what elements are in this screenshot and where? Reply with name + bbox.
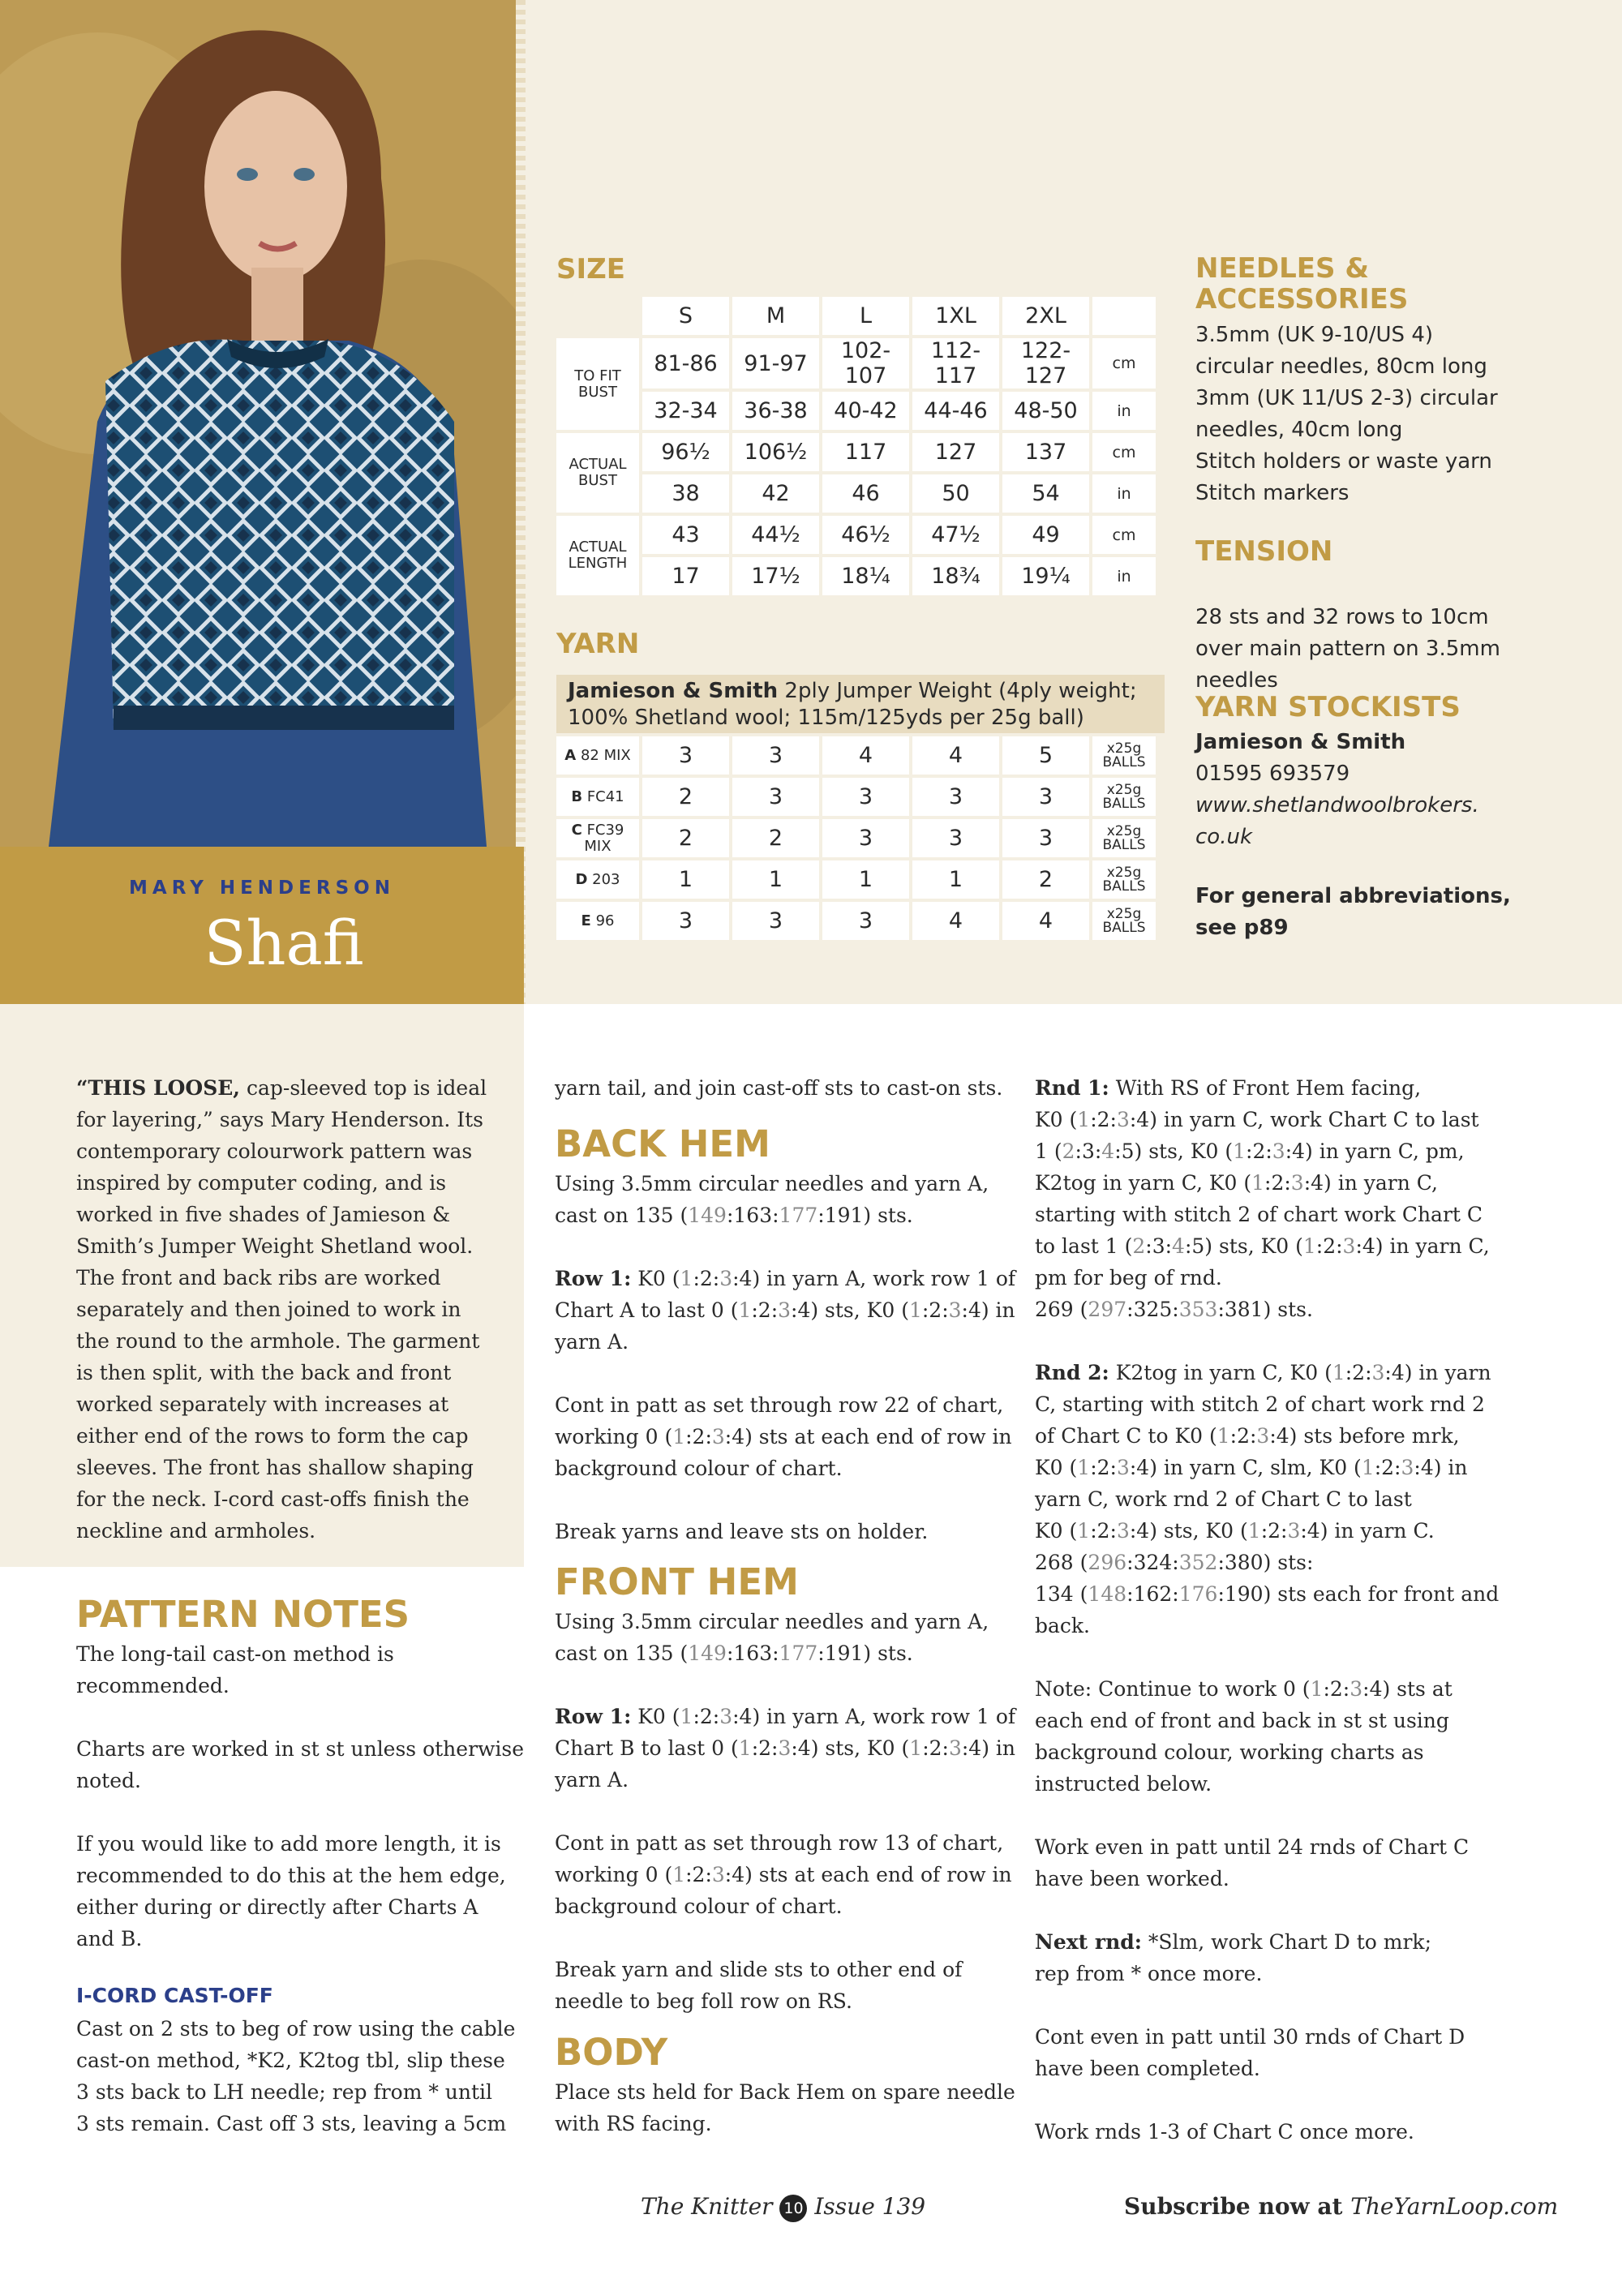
size-cell: 17½ xyxy=(732,557,819,595)
yarn-cell: 3 xyxy=(732,902,819,940)
note-line: and B. xyxy=(76,1927,143,1951)
stockist-url-cont[interactable]: co.uk xyxy=(1195,825,1253,849)
yarn-row xyxy=(556,736,1156,775)
size-cell: 46 xyxy=(822,474,909,513)
size-cell: 49 xyxy=(1002,516,1089,554)
yarn-table xyxy=(553,733,1159,943)
needles-line: circular needles, 80cm long xyxy=(1195,354,1487,379)
abbrev-note-cont: see p89 xyxy=(1195,916,1289,940)
yarn-shade-label xyxy=(556,902,639,940)
yarn-unit-line1: x25g xyxy=(1106,822,1142,839)
needles-title-line1: NEEDLES & xyxy=(1195,252,1369,285)
size-unit: in xyxy=(1092,557,1156,595)
yarn-unit-line1: x25g xyxy=(1106,864,1142,881)
yarn-cell: 3 xyxy=(1002,778,1089,816)
footer-subscribe xyxy=(1124,2193,1558,2220)
size-row xyxy=(556,433,1156,471)
yarn-unit xyxy=(1092,902,1156,940)
intro-line: either end of the rows to form the cap xyxy=(76,1424,469,1448)
subscribe-link[interactable]: TheYarnLoop.com xyxy=(1350,2193,1559,2220)
yarn-row xyxy=(556,860,1156,899)
size-cell: 44½ xyxy=(732,516,819,554)
size-header-row xyxy=(556,297,1156,335)
intro-line: cap-sleeved top is ideal xyxy=(240,1076,487,1100)
yarn-shade: 203 xyxy=(592,870,620,888)
intro-line: for layering,” says Mary Henderson. Its xyxy=(76,1108,483,1131)
size-unit: cm xyxy=(1092,338,1156,388)
yarn-cell: 1 xyxy=(822,860,909,899)
yarn-cell: 3 xyxy=(822,778,909,816)
yarn-cell: 1 xyxy=(732,860,819,899)
size-heading: SIZE xyxy=(556,253,626,285)
size-row-label: ACTUAL BUST xyxy=(556,433,639,513)
yarn-description xyxy=(556,675,1165,733)
tension-line: needles xyxy=(1195,668,1278,693)
needles-line: 3.5mm (UK 9-10/US 4) xyxy=(1195,323,1434,347)
size-cell: 18¾ xyxy=(912,557,999,595)
yarn-cell: 4 xyxy=(912,902,999,940)
yarn-cell: 3 xyxy=(732,736,819,775)
yarn-row xyxy=(556,778,1156,816)
size-cell: 32-34 xyxy=(642,392,729,430)
yarn-brand: Jamieson & Smith xyxy=(568,679,779,703)
yarn-letter: C xyxy=(571,821,582,839)
yarn-cell: 5 xyxy=(1002,736,1089,775)
size-col: 1XL xyxy=(912,297,999,335)
yarn-cell: 2 xyxy=(642,778,729,816)
yarn-shade: 82 MIX xyxy=(580,746,631,764)
size-row xyxy=(556,474,1156,513)
yarn-unit-line2: BALLS xyxy=(1102,836,1146,853)
yarn-shade-label xyxy=(556,736,639,775)
yarn-cell: 3 xyxy=(822,819,909,857)
stockists-heading: YARN STOCKISTS xyxy=(1195,691,1461,723)
yarn-cell: 3 xyxy=(822,902,909,940)
size-unit: in xyxy=(1092,474,1156,513)
size-row-label: TO FIT BUST xyxy=(556,338,639,430)
needles-list xyxy=(1195,320,1498,509)
size-col: S xyxy=(642,297,729,335)
yarn-unit xyxy=(1092,736,1156,775)
yarn-cell: 3 xyxy=(732,778,819,816)
designer-name: MARY HENDERSON xyxy=(129,878,395,899)
size-col: 2XL xyxy=(1002,297,1089,335)
stockist-url[interactable]: www.shetlandwoolbrokers. xyxy=(1195,793,1479,818)
size-unit: in xyxy=(1092,392,1156,430)
yarn-shade: 96 xyxy=(595,912,615,929)
size-row-label: ACTUAL LENGTH xyxy=(556,516,639,595)
size-cell: 137 xyxy=(1002,433,1089,471)
size-cell: 18¼ xyxy=(822,557,909,595)
body-heading: BODY xyxy=(555,2031,668,2074)
yarn-unit-line1: x25g xyxy=(1106,781,1142,798)
size-cell: 42 xyxy=(732,474,819,513)
note-line: recommended to do this at the hem edge, xyxy=(76,1864,506,1887)
size-cell: 43 xyxy=(642,516,729,554)
note-line: noted. xyxy=(76,1769,141,1792)
yarn-unit-line1: x25g xyxy=(1106,740,1142,757)
size-cell: 112-117 xyxy=(912,338,999,388)
icord-line: Cast on 2 sts to beg of row using the cable xyxy=(76,2017,516,2041)
icord-line: 3 sts back to LH needle; rep from * until xyxy=(76,2080,493,2104)
size-cell: 96½ xyxy=(642,433,729,471)
yarn-cell: 2 xyxy=(642,819,729,857)
yarn-row xyxy=(556,819,1156,857)
yarn-letter: A xyxy=(564,746,577,764)
stockist-name: Jamieson & Smith xyxy=(1195,730,1406,754)
yarn-row xyxy=(556,902,1156,940)
size-cell: 38 xyxy=(642,474,729,513)
size-unit: cm xyxy=(1092,433,1156,471)
page-number: 10 xyxy=(779,2195,807,2222)
back-hem-heading: BACK HEM xyxy=(555,1122,770,1165)
intro-text xyxy=(76,1072,530,1547)
yarn-unit xyxy=(1092,860,1156,899)
size-cell: 46½ xyxy=(822,516,909,554)
yarn-unit-line2: BALLS xyxy=(1102,919,1146,936)
icord-line: cast-on method, *K2, K2tog tbl, slip these xyxy=(76,2049,505,2072)
icord-text xyxy=(76,2013,530,2139)
back-hem-text: Using 3.5mm circular needles and yarn A, cast on 135 (149:163:177:191) sts. Row 1: K0 (1:2:3:4) in yarn A, work row 1 of Chart A to last 0 (1:2:3:4) sts, K0 (1:2:3:4) in yarn A. Cont in patt as set through row 22 of chart, working 0 (1:2:3:4) sts at each end of row in background colour of chart. Break yarns and leave sts on holder. xyxy=(555,1172,1016,1543)
issue-number: Issue 139 xyxy=(814,2193,926,2220)
stockist-phone: 01595 693579 xyxy=(1195,762,1350,786)
yarn-shade-label xyxy=(556,778,639,816)
pattern-title: Shafi xyxy=(204,907,364,979)
yarn-cell: 4 xyxy=(1002,902,1089,940)
needles-line: needles, 40cm long xyxy=(1195,418,1403,442)
icord-heading: I-CORD CAST-OFF xyxy=(76,1984,273,2007)
yarn-cell: 3 xyxy=(642,736,729,775)
intro-line: is then split, with the back and front xyxy=(76,1361,452,1384)
intro-line: Smith’s Jumper Weight Shetland wool. xyxy=(76,1234,474,1258)
yarn-unit-line2: BALLS xyxy=(1102,753,1146,770)
size-unit: cm xyxy=(1092,516,1156,554)
body-line: Place sts held for Back Hem on spare needle xyxy=(555,2080,1015,2104)
model-illustration xyxy=(0,0,524,847)
yarn-cell: 2 xyxy=(732,819,819,857)
front-hem-text: Using 3.5mm circular needles and yarn A, cast on 135 (149:163:177:191) sts. Row 1: K0 (1:2:3:4) in yarn A, work row 1 of Chart B to last 0 (1:2:3:4) sts, K0 (1:2:3:4) in yarn A. Cont in patt as set through row 13 of chart, working 0 (1:2:3:4) sts at each end of row in background colour of chart. Break yarn and slide sts to other end of needle to beg foll row on RS. xyxy=(555,1610,1016,2013)
yarn-heading: YARN xyxy=(556,628,640,660)
size-cell: 122-127 xyxy=(1002,338,1089,388)
yarn-unit xyxy=(1092,819,1156,857)
needles-line: Stitch holders or waste yarn xyxy=(1195,449,1492,474)
size-cell: 50 xyxy=(912,474,999,513)
stockists-text xyxy=(1195,727,1511,944)
size-cell: 48-50 xyxy=(1002,392,1089,430)
size-cell: 17 xyxy=(642,557,729,595)
yarn-letter: E xyxy=(581,912,591,929)
note-line: Charts are worked in st st unless otherwise xyxy=(76,1737,525,1761)
tension-line: over main pattern on 3.5mm xyxy=(1195,637,1500,661)
rounds-text: Rnd 1: With RS of Front Hem facing, K0 (1:2:3:4) in yarn C, work Chart C to last 1 (2:3:4:5) sts, K0 (1:2:3:4) in yarn C, pm, K2tog in yarn C, K0 (1:2:3:4) in yarn C, starting with stitch 2 of chart work Chart C to last 1 (2:3:4:5) sts, K0 (1:2:3:4) in yarn C, pm for beg of rnd. 269 (297:325:353:381) sts. Rnd 2: K2tog in yarn C, K0 (1:2:3:4) in yarn C, starting with stitch 2 of chart work rnd 2 of Chart C to K0 (1:2:3:4) sts before mrk, K0 (1:2:3:4) in yarn C, slm, K0 (1:2:3:4) in yarn C, work rnd 2 of Chart C to last K0 (1:2:3:4) sts, K0 (1:2:3:4) in yarn C. 268 (296:324:352:380) sts: 134 (148:162:176:190) sts each for front and back. Note: Continue to work 0 (1:2:3:4) sts at each end of front and back in st st using background colour, working charts as instructed below. Work even in patt until 24 rnds of Chart C have been worked. Next rnd: *Slm, work Chart D to mrk; rep from * once more. Cont even in patt until 30 rnds of Chart D have been completed. Work rnds 1-3 of Chart C once more. xyxy=(1035,1076,1500,2144)
size-row xyxy=(556,338,1156,388)
size-cell: 102-107 xyxy=(822,338,909,388)
needles-title-line2: ACCESSORIES xyxy=(1195,283,1409,315)
tension-line: 28 sts and 32 rows to 10cm xyxy=(1195,605,1489,629)
intro-line: The front and back ribs are worked xyxy=(76,1266,441,1290)
size-cell: 81-86 xyxy=(642,338,729,388)
yarn-cell: 1 xyxy=(642,860,729,899)
intro-line: the round to the armhole. The garment xyxy=(76,1329,480,1353)
intro-line: contemporary colourwork pattern was xyxy=(76,1139,473,1163)
needles-line: Stitch markers xyxy=(1195,481,1350,505)
intro-line: inspired by computer coding, and is xyxy=(76,1171,447,1195)
yarn-letter: D xyxy=(575,870,588,888)
yarn-shade-label xyxy=(556,819,639,857)
yarn-shade: FC39 MIX xyxy=(584,821,624,855)
yarn-shade-label xyxy=(556,860,639,899)
yarn-cell: 3 xyxy=(912,778,999,816)
yarn-unit-line1: x25g xyxy=(1106,905,1142,922)
yarn-cell: 4 xyxy=(822,736,909,775)
note-line: If you would like to add more length, it is xyxy=(76,1832,501,1856)
yarn-shade: FC41 xyxy=(586,788,624,805)
yarn-cell: 4 xyxy=(912,736,999,775)
size-cell: 36-38 xyxy=(732,392,819,430)
size-row xyxy=(556,557,1156,595)
footer-magazine xyxy=(641,2193,925,2222)
tension-text xyxy=(1195,602,1500,697)
body-text xyxy=(555,2076,1025,2139)
size-row xyxy=(556,392,1156,430)
size-cell: 54 xyxy=(1002,474,1089,513)
size-row xyxy=(556,516,1156,554)
col2-cont: yarn tail, and join cast-off sts to cast-on sts. xyxy=(555,1076,1003,1100)
intro-line: sleeves. The front has shallow shaping xyxy=(76,1456,474,1479)
intro-line: worked in five shades of Jamieson & xyxy=(76,1203,451,1226)
intro-line: for the neck. I-cord cast-offs finish the xyxy=(76,1487,470,1511)
body-line: with RS facing. xyxy=(555,2112,712,2135)
yarn-unit xyxy=(1092,778,1156,816)
size-cell: 40-42 xyxy=(822,392,909,430)
size-cell: 117 xyxy=(822,433,909,471)
yarn-cell: 2 xyxy=(1002,860,1089,899)
size-cell: 19¼ xyxy=(1002,557,1089,595)
note-line: either during or directly after Charts A xyxy=(76,1895,478,1919)
size-cell: 47½ xyxy=(912,516,999,554)
size-col: M xyxy=(732,297,819,335)
yarn-unit-line2: BALLS xyxy=(1102,795,1146,812)
yarn-cell: 3 xyxy=(1002,819,1089,857)
yarn-desc-line1: 2ply Jumper Weight (4ply weight; xyxy=(778,679,1137,703)
size-table xyxy=(553,294,1159,599)
magazine-name: The Knitter xyxy=(641,2193,773,2220)
needles-line: 3mm (UK 11/US 2-3) circular xyxy=(1195,386,1498,410)
pattern-notes-heading: PATTERN NOTES xyxy=(76,1593,410,1636)
size-cell: 44-46 xyxy=(912,392,999,430)
note-line: The long-tail cast-on method is xyxy=(76,1642,394,1666)
intro-line: worked separately with increases at xyxy=(76,1393,449,1416)
yarn-cell: 3 xyxy=(642,902,729,940)
model-photo xyxy=(0,0,524,847)
size-cell: 106½ xyxy=(732,433,819,471)
front-hem-heading: FRONT HEM xyxy=(555,1560,799,1603)
pattern-notes-text xyxy=(76,1638,530,1955)
intro-lead: “THIS LOOSE, xyxy=(76,1076,241,1100)
icord-line: 3 sts remain. Cast off 3 sts, leaving a 5cm xyxy=(76,2112,507,2135)
yarn-unit-line2: BALLS xyxy=(1102,878,1146,895)
yarn-cell: 1 xyxy=(912,860,999,899)
yarn-letter: B xyxy=(571,788,583,805)
intro-line: separately and then joined to work in xyxy=(76,1298,461,1321)
note-line: recommended. xyxy=(76,1674,230,1697)
yarn-cell: 3 xyxy=(912,819,999,857)
size-cell: 127 xyxy=(912,433,999,471)
needles-heading xyxy=(1195,253,1408,315)
tension-heading: TENSION xyxy=(1195,535,1333,568)
yarn-desc-line2: 100% Shetland wool; 115m/125yds per 25g ball) xyxy=(568,706,1084,730)
size-cell: 91-97 xyxy=(732,338,819,388)
intro-line: neckline and armholes. xyxy=(76,1519,316,1543)
size-col: L xyxy=(822,297,909,335)
subscribe-text: Subscribe now at xyxy=(1124,2193,1343,2220)
abbrev-note: For general abbreviations, xyxy=(1195,884,1511,908)
